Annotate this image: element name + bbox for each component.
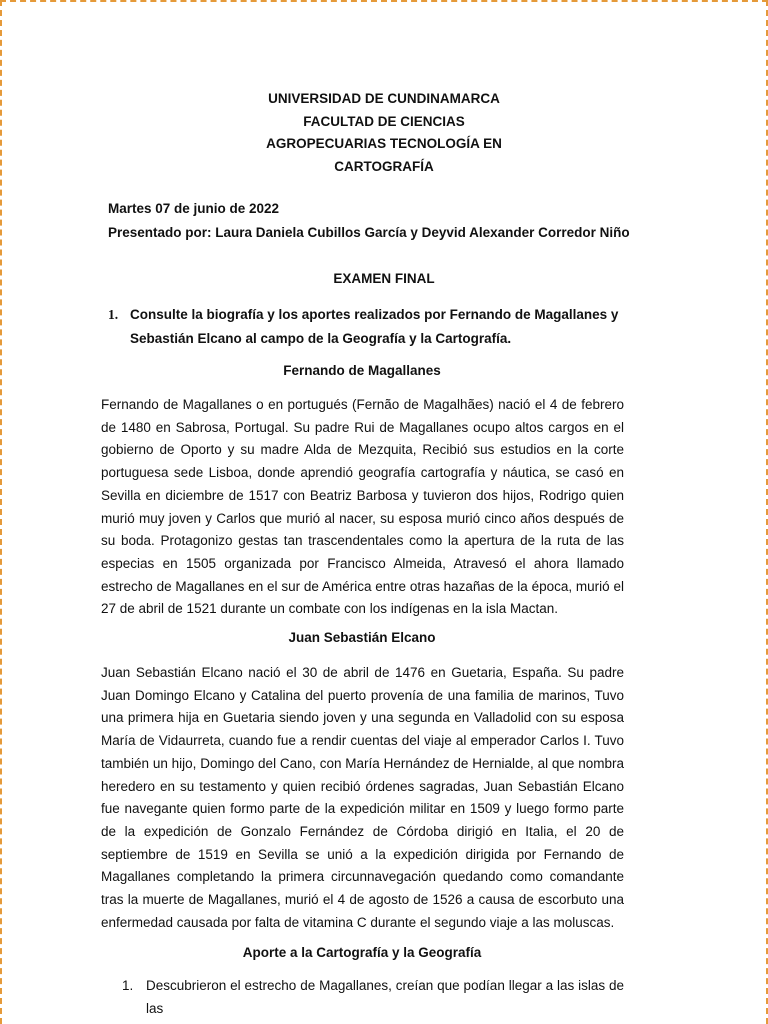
section-title-aporte: Aporte a la Cartografía y la Geografía xyxy=(242,945,482,960)
presented-by: Presentado por: Laura Daniela Cubillos García y Deyvid Alexander Corredor Niño xyxy=(108,225,630,240)
list-item-text: Descubrieron el estrecho de Magallanes, creían que podían llegar a las islas de las xyxy=(146,978,624,1016)
header-program-name: CARTOGRAFÍA xyxy=(334,158,434,174)
question-text: Consulte la biografía y los aportes realizados por Fernando de Magallanes y Sebastián Elcano al campo de la Geografía y la Cartografía. xyxy=(130,307,619,346)
header-faculty: FACULTAD DE CIENCIAS xyxy=(303,113,465,129)
header-university: UNIVERSIDAD DE CUNDINAMARCA xyxy=(268,91,500,106)
question-number: 1. xyxy=(108,307,119,322)
header-program: AGROPECUARIAS TECNOLOGÍA EN xyxy=(266,136,502,151)
list-item xyxy=(122,975,624,1020)
document-date: Martes 07 de junio de 2022 xyxy=(108,201,280,216)
question-1 xyxy=(108,303,628,351)
exam-title: EXAMEN FINAL xyxy=(333,271,435,286)
paragraph-magallanes: Fernando de Magallanes o en portugués (Fernão de Magalhães) nació el 4 de febrero de 1480 en Sabrosa, Portugal. Su padre Rui de Magallanes ocupo altos cargos en el gobierno de Oporto y su madre Alda de Mezquita, Recibió sus estudios en la corte portuguesa sede Lisboa, donde aprendió geografía cartografía y náutica, se casó en Sevilla en diciembre de 1517 con Beatriz Barbosa y tuvieron dos hijos, Rodrigo quien murió muy joven y Carlos que murió al nacer, su esposa murió cinco años después de su boda. Protagonizo gestas tan trascendentales como la apertura de la ruta de las especias en 1505 organizada por Francisco Almeida, Atravesó el ahora llamado estrecho de Magallanes en el sur de América entre otras hazañas de la época, murió el 27 de abril de 1521 durante un combate con los indígenas en la isla Mactan. xyxy=(101,397,624,617)
section-title-elcano: Juan Sebastián Elcano xyxy=(288,630,436,645)
section-title-magallanes: Fernando de Magallanes xyxy=(283,363,441,378)
document-header xyxy=(0,88,768,178)
list-item-number: 1. xyxy=(122,978,134,993)
paragraph-elcano: Juan Sebastián Elcano nació el 30 de abril de 1476 en Guetaria, España. Su padre Juan Domingo Elcano y Catalina del puerto provenía de una familia de marinos, Tuvo una primera hija en Guetaria siendo joven y una segunda en Valladolid con su esposa María de Vidaurreta, cuando fue a rendir cuentas del viaje al emperador Carlos I. Tuvo también un hijo, Domingo del Cano, con María Hernández de Hernialde, al que nombra heredero en su testamento y quien recibió órdenes sagradas, Juan Sebastián Elcano fue navegante quien formo parte de la expedición militar en 1509 y luego formo parte de la expedición de Gonzalo Fernández de Córdoba dirigió en Italia, el 20 de septiembre de 1519 en Sevilla se unió a la expedición dirigida por Fernando de Magallanes completando la primera circunnavegación quedando como comandante tras la muerte de Magallanes, murió el 4 de agosto de 1526 a causa de escorbuto una enfermedad causada por falta de vitamina C durante el segundo viaje a las moluscas. xyxy=(101,665,624,930)
